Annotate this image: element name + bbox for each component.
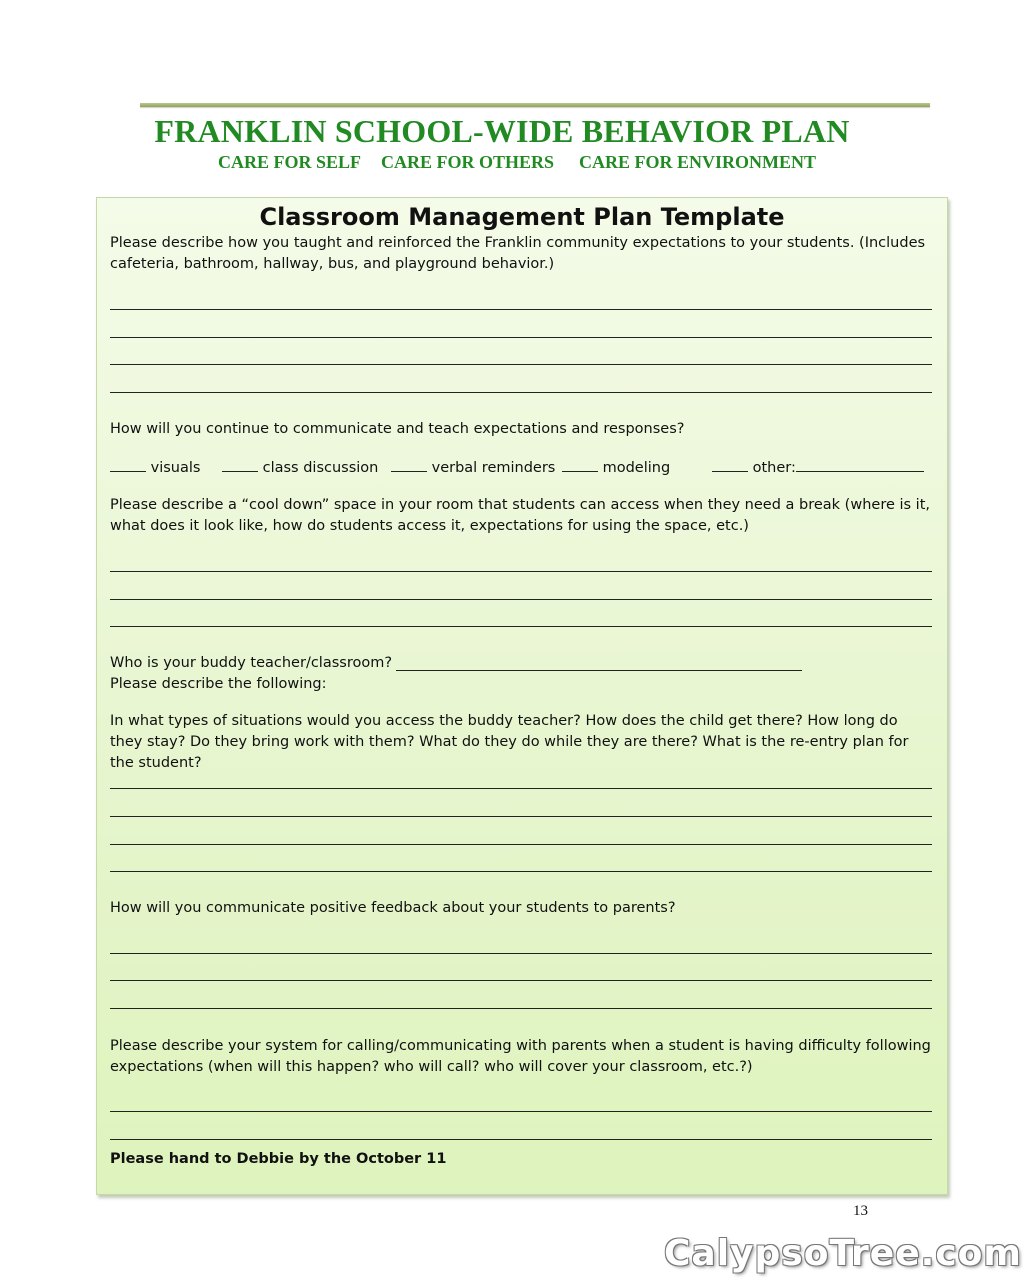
option-blank[interactable] [712, 457, 748, 472]
option-blank[interactable] [562, 457, 598, 472]
answer-line[interactable] [110, 364, 932, 365]
watermark: CalypsoTree.com [664, 1233, 1022, 1274]
answer-line[interactable] [110, 980, 932, 981]
buddy-answer-line[interactable] [396, 670, 802, 671]
motto-self: CARE FOR SELF [218, 152, 362, 172]
motto-others: CARE FOR OTHERS [381, 152, 555, 172]
answer-line[interactable] [110, 871, 932, 872]
answer-line[interactable] [110, 392, 932, 393]
option-visuals[interactable] [110, 457, 200, 476]
buddy-subprompt: Please describe the following: [110, 676, 327, 692]
answer-line[interactable] [110, 1008, 932, 1009]
option-label: other: [752, 460, 796, 476]
question-expectations: Please describe how you taught and reinforced the Franklin community expectations to your students. (Includes cafeteria, bathroom, hallway, bus, and playground behavior.) [110, 235, 926, 272]
question-buddy: Who is your buddy teacher/classroom? [110, 655, 393, 671]
school-title: FRANKLIN SCHOOL-WIDE BEHAVIOR PLAN [154, 113, 850, 149]
answer-line[interactable] [110, 953, 932, 954]
due-date-note: Please hand to Debbie by the October 11 [110, 1151, 447, 1167]
option-blank[interactable] [222, 457, 258, 472]
answer-line[interactable] [110, 337, 932, 338]
option-blank[interactable] [391, 457, 427, 472]
motto-environment: CARE FOR ENVIRONMENT [579, 152, 817, 172]
answer-line[interactable] [110, 626, 932, 627]
option-label: visuals [150, 460, 201, 476]
page-number: 13 [853, 1203, 868, 1219]
option-label: class discussion [262, 460, 379, 476]
answer-line[interactable] [110, 599, 932, 600]
question-positive-feedback: How will you communicate positive feedback about your students to parents? [110, 900, 676, 916]
question-parent-contact: Please describe your system for calling/communicating with parents when a student is having difficulty following expectations (when will this happen? who will call? who will cover your classroom, etc.?) [110, 1038, 931, 1075]
answer-line[interactable] [110, 309, 932, 310]
answer-line[interactable] [110, 571, 932, 572]
option-label: modeling [602, 460, 671, 476]
option-class-discussion[interactable] [222, 457, 378, 476]
question-communicate: How will you continue to communicate and teach expectations and responses? [110, 421, 685, 437]
question-cool-down: Please describe a “cool down” space in your room that students can access when they need a break (where is it, what does it look like, how do students access it, expectations for using the space, etc.) [110, 497, 931, 534]
option-other[interactable] [712, 457, 924, 476]
header-rule [140, 103, 930, 107]
answer-line[interactable] [110, 788, 932, 789]
question-buddy-details: In what types of situations would you access the buddy teacher? How does the child get there? How long do they stay? Do they bring work with them? What do they do while they are there? What is the re-entry plan for the student? [110, 713, 909, 771]
option-label: verbal reminders [431, 460, 556, 476]
option-modeling[interactable] [562, 457, 670, 476]
answer-line[interactable] [110, 844, 932, 845]
form-title: Classroom Management Plan Template [259, 203, 785, 231]
other-blank[interactable] [796, 457, 924, 472]
option-blank[interactable] [110, 457, 146, 472]
answer-line[interactable] [110, 1139, 932, 1140]
answer-line[interactable] [110, 816, 932, 817]
answer-line[interactable] [110, 1111, 932, 1112]
form-panel [96, 197, 948, 1195]
option-verbal-reminders[interactable] [391, 457, 555, 476]
